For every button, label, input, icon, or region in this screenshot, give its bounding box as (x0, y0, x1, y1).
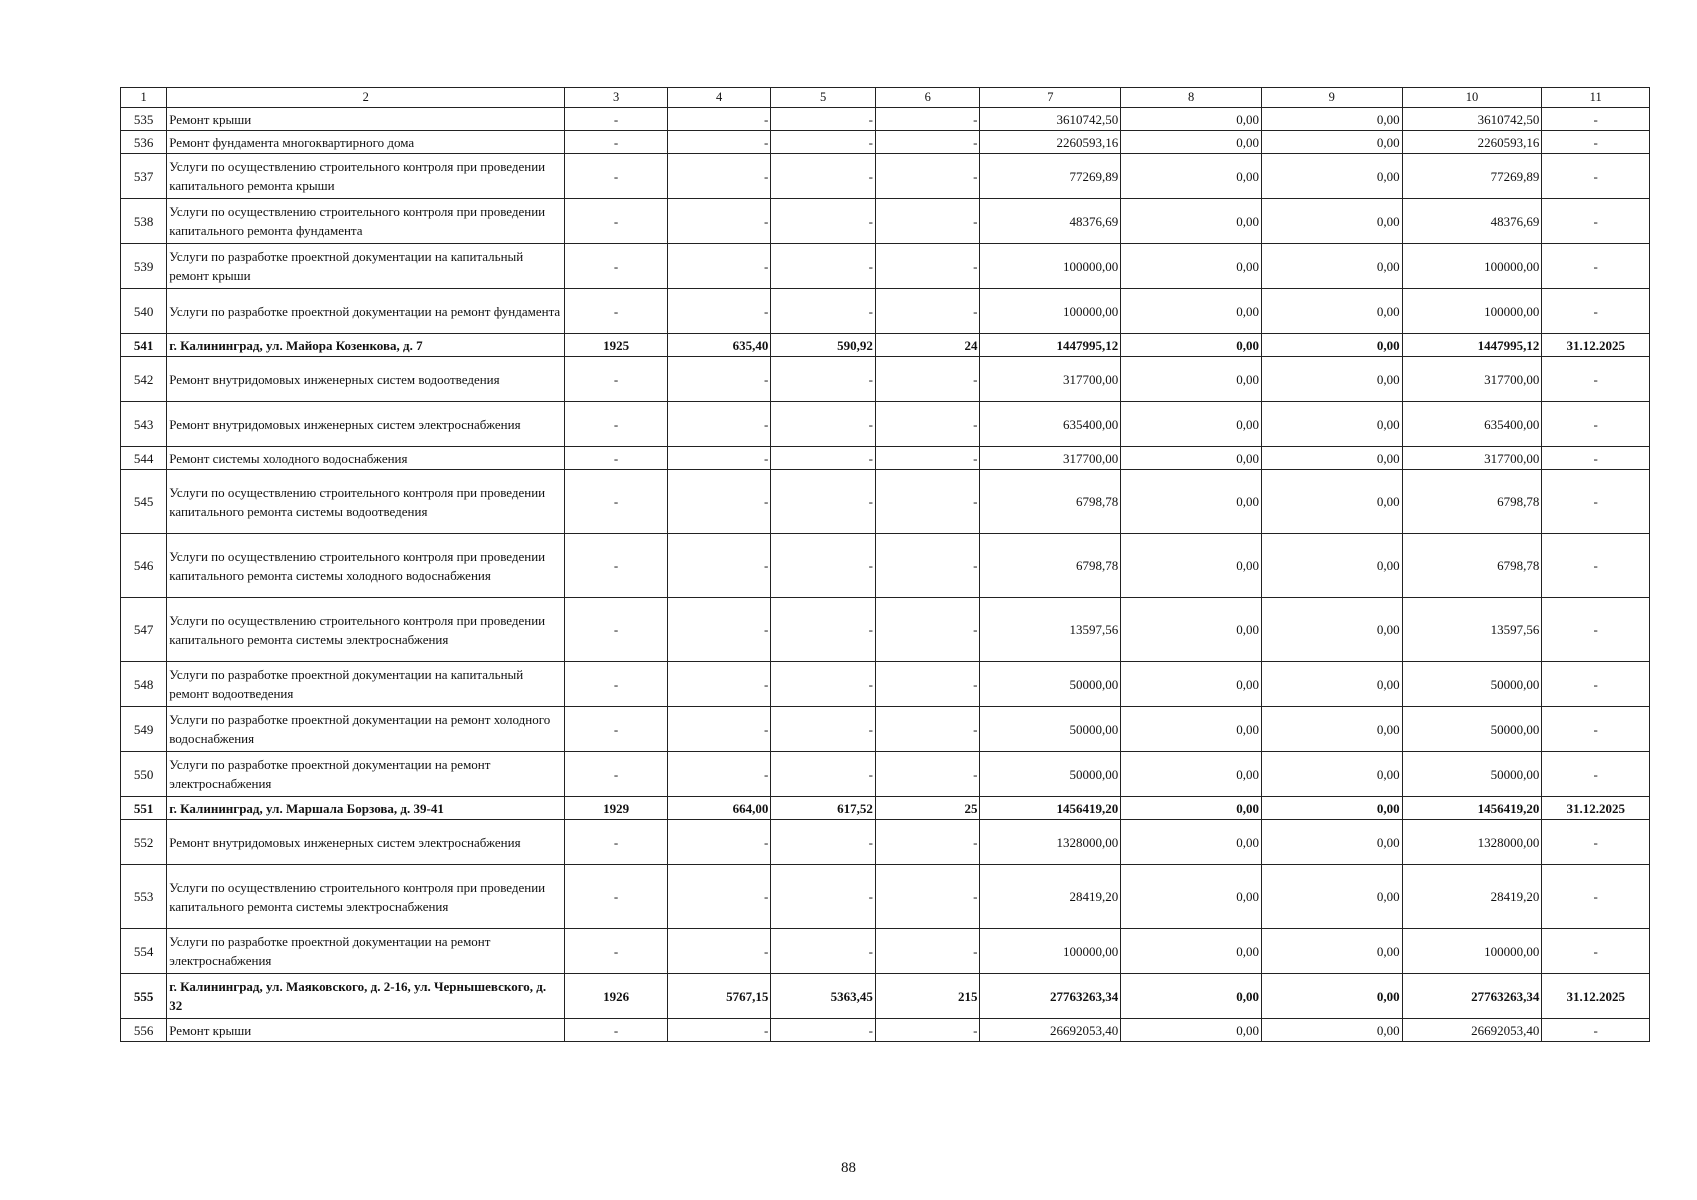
federal-funds-cell: 0,00 (1121, 447, 1262, 470)
owner-funds-cell: 13597,56 (1402, 598, 1542, 662)
total-cost-cell: 27763263,34 (980, 974, 1121, 1019)
federal-funds-cell: 0,00 (1121, 865, 1262, 929)
residents-count-cell: - (875, 199, 980, 244)
table-row (121, 131, 1650, 154)
work-description-cell: Ремонт внутридомовых инженерных систем электроснабжения (167, 820, 565, 865)
living-area-cell: - (771, 470, 876, 534)
federal-funds-cell: 0,00 (1121, 199, 1262, 244)
federal-funds-cell: 0,00 (1121, 108, 1262, 131)
owner-funds-cell: 317700,00 (1402, 357, 1542, 402)
completion-date-cell: - (1542, 662, 1650, 707)
completion-date-cell: - (1542, 131, 1650, 154)
page-number: 88 (841, 1160, 856, 1176)
owner-funds-cell: 27763263,34 (1402, 974, 1542, 1019)
living-area-cell: 617,52 (771, 797, 876, 820)
row-number-cell: 543 (121, 402, 167, 447)
regional-funds-cell: 0,00 (1261, 357, 1402, 402)
owner-funds-cell: 100000,00 (1402, 929, 1542, 974)
residents-count-cell: - (875, 865, 980, 929)
year-built-cell: - (565, 447, 668, 470)
total-cost-cell: 77269,89 (980, 154, 1121, 199)
federal-funds-cell: 0,00 (1121, 154, 1262, 199)
owner-funds-cell: 48376,69 (1402, 199, 1542, 244)
completion-date-cell: - (1542, 357, 1650, 402)
work-description-cell: Услуги по осуществлению строительного контроля при проведении капитального ремонта фундамента (167, 199, 565, 244)
completion-date-cell: - (1542, 154, 1650, 199)
owner-funds-cell: 50000,00 (1402, 707, 1542, 752)
federal-funds-cell: 0,00 (1121, 929, 1262, 974)
row-number-cell: 548 (121, 662, 167, 707)
total-area-cell: - (667, 244, 771, 289)
completion-date-cell: - (1542, 108, 1650, 131)
total-area-cell: - (667, 154, 771, 199)
year-built-cell: - (565, 108, 668, 131)
year-built-cell: - (565, 244, 668, 289)
owner-funds-cell: 6798,78 (1402, 534, 1542, 598)
regional-funds-cell: 0,00 (1261, 334, 1402, 357)
residents-count-cell: - (875, 820, 980, 865)
total-cost-cell: 3610742,50 (980, 108, 1121, 131)
work-description-cell: Услуги по разработке проектной документации на капитальный ремонт крыши (167, 244, 565, 289)
federal-funds-cell: 0,00 (1121, 289, 1262, 334)
total-cost-cell: 48376,69 (980, 199, 1121, 244)
completion-date-cell: - (1542, 820, 1650, 865)
federal-funds-cell: 0,00 (1121, 662, 1262, 707)
total-cost-cell: 6798,78 (980, 534, 1121, 598)
row-number-cell: 551 (121, 797, 167, 820)
regional-funds-cell: 0,00 (1261, 470, 1402, 534)
total-area-cell: 5767,15 (667, 974, 771, 1019)
total-cost-cell: 2260593,16 (980, 131, 1121, 154)
federal-funds-cell: 0,00 (1121, 534, 1262, 598)
living-area-cell: - (771, 929, 876, 974)
completion-date-cell: 31.12.2025 (1542, 334, 1650, 357)
federal-funds-cell: 0,00 (1121, 707, 1262, 752)
completion-date-cell: - (1542, 244, 1650, 289)
total-area-cell: - (667, 1019, 771, 1042)
total-area-cell: - (667, 598, 771, 662)
year-built-cell: - (565, 865, 668, 929)
register-table-container (120, 87, 1650, 1042)
federal-funds-cell: 0,00 (1121, 402, 1262, 447)
total-area-cell: - (667, 470, 771, 534)
year-built-cell: - (565, 820, 668, 865)
year-built-cell: - (565, 752, 668, 797)
row-number-cell: 538 (121, 199, 167, 244)
total-area-cell: - (667, 447, 771, 470)
table-row (121, 797, 1650, 820)
table-row (121, 820, 1650, 865)
total-area-cell: - (667, 865, 771, 929)
total-cost-cell: 1456419,20 (980, 797, 1121, 820)
owner-funds-cell: 26692053,40 (1402, 1019, 1542, 1042)
row-number-cell: 554 (121, 929, 167, 974)
row-number-cell: 547 (121, 598, 167, 662)
year-built-cell: - (565, 357, 668, 402)
table-row (121, 929, 1650, 974)
header-cell: 7 (980, 88, 1121, 108)
residents-count-cell: 215 (875, 974, 980, 1019)
federal-funds-cell: 0,00 (1121, 797, 1262, 820)
work-description-cell: Услуги по разработке проектной документации на ремонт холодного водоснабжения (167, 707, 565, 752)
row-number-cell: 541 (121, 334, 167, 357)
completion-date-cell: 31.12.2025 (1542, 974, 1650, 1019)
regional-funds-cell: 0,00 (1261, 108, 1402, 131)
residents-count-cell: - (875, 534, 980, 598)
regional-funds-cell: 0,00 (1261, 797, 1402, 820)
regional-funds-cell: 0,00 (1261, 402, 1402, 447)
residents-count-cell: - (875, 662, 980, 707)
regional-funds-cell: 0,00 (1261, 820, 1402, 865)
residents-count-cell: - (875, 108, 980, 131)
completion-date-cell: - (1542, 199, 1650, 244)
row-number-cell: 552 (121, 820, 167, 865)
table-row (121, 402, 1650, 447)
total-area-cell: - (667, 707, 771, 752)
work-description-cell: Услуги по осуществлению строительного контроля при проведении капитального ремонта системы водоотведения (167, 470, 565, 534)
regional-funds-cell: 0,00 (1261, 131, 1402, 154)
row-number-cell: 545 (121, 470, 167, 534)
owner-funds-cell: 100000,00 (1402, 289, 1542, 334)
repair-register-table (120, 87, 1650, 1042)
federal-funds-cell: 0,00 (1121, 974, 1262, 1019)
header-cell: 6 (875, 88, 980, 108)
table-row (121, 334, 1650, 357)
regional-funds-cell: 0,00 (1261, 1019, 1402, 1042)
total-cost-cell: 50000,00 (980, 752, 1121, 797)
table-row (121, 534, 1650, 598)
year-built-cell: - (565, 929, 668, 974)
residents-count-cell: - (875, 244, 980, 289)
year-built-cell: - (565, 289, 668, 334)
header-cell: 10 (1402, 88, 1542, 108)
row-number-cell: 540 (121, 289, 167, 334)
living-area-cell: - (771, 1019, 876, 1042)
residents-count-cell: - (875, 929, 980, 974)
work-description-cell: Ремонт крыши (167, 108, 565, 131)
living-area-cell: - (771, 244, 876, 289)
residents-count-cell: - (875, 402, 980, 447)
total-area-cell: - (667, 929, 771, 974)
work-description-cell: Ремонт внутридомовых инженерных систем водоотведения (167, 357, 565, 402)
table-row (121, 470, 1650, 534)
living-area-cell: 590,92 (771, 334, 876, 357)
header-cell: 4 (667, 88, 771, 108)
residents-count-cell: - (875, 154, 980, 199)
work-description-cell: Ремонт фундамента многоквартирного дома (167, 131, 565, 154)
owner-funds-cell: 635400,00 (1402, 402, 1542, 447)
regional-funds-cell: 0,00 (1261, 974, 1402, 1019)
row-number-cell: 550 (121, 752, 167, 797)
federal-funds-cell: 0,00 (1121, 244, 1262, 289)
table-row (121, 974, 1650, 1019)
total-cost-cell: 50000,00 (980, 662, 1121, 707)
owner-funds-cell: 6798,78 (1402, 470, 1542, 534)
row-number-cell: 539 (121, 244, 167, 289)
row-number-cell: 556 (121, 1019, 167, 1042)
total-area-cell: - (667, 199, 771, 244)
completion-date-cell: - (1542, 707, 1650, 752)
owner-funds-cell: 2260593,16 (1402, 131, 1542, 154)
living-area-cell: - (771, 447, 876, 470)
living-area-cell: - (771, 357, 876, 402)
living-area-cell: - (771, 707, 876, 752)
living-area-cell: - (771, 154, 876, 199)
living-area-cell: - (771, 534, 876, 598)
total-cost-cell: 50000,00 (980, 707, 1121, 752)
owner-funds-cell: 1447995,12 (1402, 334, 1542, 357)
living-area-cell: - (771, 131, 876, 154)
regional-funds-cell: 0,00 (1261, 662, 1402, 707)
residents-count-cell: - (875, 447, 980, 470)
year-built-cell: 1926 (565, 974, 668, 1019)
row-number-cell: 537 (121, 154, 167, 199)
residents-count-cell: - (875, 357, 980, 402)
year-built-cell: 1929 (565, 797, 668, 820)
owner-funds-cell: 50000,00 (1402, 752, 1542, 797)
total-cost-cell: 13597,56 (980, 598, 1121, 662)
living-area-cell: - (771, 108, 876, 131)
total-area-cell: - (667, 131, 771, 154)
table-row (121, 1019, 1650, 1042)
total-cost-cell: 6798,78 (980, 470, 1121, 534)
total-cost-cell: 28419,20 (980, 865, 1121, 929)
residents-count-cell: - (875, 1019, 980, 1042)
work-description-cell: г. Калининград, ул. Майора Козенкова, д. 7 (167, 334, 565, 357)
regional-funds-cell: 0,00 (1261, 707, 1402, 752)
completion-date-cell: - (1542, 447, 1650, 470)
total-area-cell: - (667, 752, 771, 797)
table-row (121, 244, 1650, 289)
work-description-cell: Ремонт крыши (167, 1019, 565, 1042)
year-built-cell: - (565, 199, 668, 244)
completion-date-cell: - (1542, 929, 1650, 974)
header-cell: 8 (1121, 88, 1262, 108)
total-cost-cell: 100000,00 (980, 244, 1121, 289)
row-number-cell: 544 (121, 447, 167, 470)
owner-funds-cell: 1456419,20 (1402, 797, 1542, 820)
total-area-cell: - (667, 534, 771, 598)
residents-count-cell: - (875, 289, 980, 334)
living-area-cell: - (771, 289, 876, 334)
residents-count-cell: - (875, 752, 980, 797)
year-built-cell: - (565, 131, 668, 154)
regional-funds-cell: 0,00 (1261, 865, 1402, 929)
living-area-cell: 5363,45 (771, 974, 876, 1019)
living-area-cell: - (771, 662, 876, 707)
total-area-cell: 635,40 (667, 334, 771, 357)
federal-funds-cell: 0,00 (1121, 131, 1262, 154)
table-row (121, 447, 1650, 470)
work-description-cell: Услуги по разработке проектной документации на ремонт электроснабжения (167, 752, 565, 797)
year-built-cell: - (565, 154, 668, 199)
header-cell: 1 (121, 88, 167, 108)
federal-funds-cell: 0,00 (1121, 1019, 1262, 1042)
living-area-cell: - (771, 865, 876, 929)
total-area-cell: - (667, 108, 771, 131)
completion-date-cell: - (1542, 1019, 1650, 1042)
living-area-cell: - (771, 598, 876, 662)
total-cost-cell: 100000,00 (980, 929, 1121, 974)
owner-funds-cell: 77269,89 (1402, 154, 1542, 199)
header-cell: 2 (167, 88, 565, 108)
total-cost-cell: 317700,00 (980, 357, 1121, 402)
living-area-cell: - (771, 402, 876, 447)
total-area-cell: - (667, 402, 771, 447)
regional-funds-cell: 0,00 (1261, 929, 1402, 974)
residents-count-cell: 25 (875, 797, 980, 820)
residents-count-cell: - (875, 707, 980, 752)
total-area-cell: 664,00 (667, 797, 771, 820)
total-cost-cell: 1328000,00 (980, 820, 1121, 865)
regional-funds-cell: 0,00 (1261, 154, 1402, 199)
owner-funds-cell: 28419,20 (1402, 865, 1542, 929)
regional-funds-cell: 0,00 (1261, 447, 1402, 470)
year-built-cell: - (565, 707, 668, 752)
work-description-cell: Услуги по разработке проектной документации на капитальный ремонт водоотведения (167, 662, 565, 707)
regional-funds-cell: 0,00 (1261, 598, 1402, 662)
owner-funds-cell: 1328000,00 (1402, 820, 1542, 865)
living-area-cell: - (771, 820, 876, 865)
work-description-cell: Услуги по осуществлению строительного контроля при проведении капитального ремонта системы электроснабжения (167, 865, 565, 929)
owner-funds-cell: 3610742,50 (1402, 108, 1542, 131)
row-number-cell: 546 (121, 534, 167, 598)
total-area-cell: - (667, 289, 771, 334)
row-number-cell: 549 (121, 707, 167, 752)
completion-date-cell: - (1542, 470, 1650, 534)
federal-funds-cell: 0,00 (1121, 598, 1262, 662)
completion-date-cell: - (1542, 534, 1650, 598)
regional-funds-cell: 0,00 (1261, 534, 1402, 598)
completion-date-cell: - (1542, 865, 1650, 929)
total-cost-cell: 1447995,12 (980, 334, 1121, 357)
table-body (121, 108, 1650, 1042)
work-description-cell: г. Калининград, ул. Маршала Борзова, д. 39-41 (167, 797, 565, 820)
owner-funds-cell: 317700,00 (1402, 447, 1542, 470)
owner-funds-cell: 100000,00 (1402, 244, 1542, 289)
column-number-header (121, 88, 1650, 108)
total-cost-cell: 26692053,40 (980, 1019, 1121, 1042)
completion-date-cell: - (1542, 598, 1650, 662)
total-area-cell: - (667, 357, 771, 402)
living-area-cell: - (771, 752, 876, 797)
total-cost-cell: 635400,00 (980, 402, 1121, 447)
owner-funds-cell: 50000,00 (1402, 662, 1542, 707)
living-area-cell: - (771, 199, 876, 244)
completion-date-cell: - (1542, 402, 1650, 447)
table-row (121, 752, 1650, 797)
header-cell: 9 (1261, 88, 1402, 108)
total-area-cell: - (667, 662, 771, 707)
year-built-cell: - (565, 534, 668, 598)
completion-date-cell: - (1542, 752, 1650, 797)
table-row (121, 108, 1650, 131)
federal-funds-cell: 0,00 (1121, 820, 1262, 865)
row-number-cell: 536 (121, 131, 167, 154)
header-cell: 3 (565, 88, 668, 108)
table-row (121, 707, 1650, 752)
federal-funds-cell: 0,00 (1121, 470, 1262, 534)
row-number-cell: 553 (121, 865, 167, 929)
work-description-cell: Ремонт системы холодного водоснабжения (167, 447, 565, 470)
header-cell: 11 (1542, 88, 1650, 108)
regional-funds-cell: 0,00 (1261, 289, 1402, 334)
year-built-cell: - (565, 598, 668, 662)
header-cell: 5 (771, 88, 876, 108)
row-number-cell: 555 (121, 974, 167, 1019)
residents-count-cell: - (875, 598, 980, 662)
table-row (121, 154, 1650, 199)
year-built-cell: - (565, 1019, 668, 1042)
year-built-cell: 1925 (565, 334, 668, 357)
year-built-cell: - (565, 470, 668, 534)
work-description-cell: Услуги по разработке проектной документации на ремонт фундамента (167, 289, 565, 334)
work-description-cell: Ремонт внутридомовых инженерных систем электроснабжения (167, 402, 565, 447)
total-area-cell: - (667, 820, 771, 865)
federal-funds-cell: 0,00 (1121, 357, 1262, 402)
regional-funds-cell: 0,00 (1261, 199, 1402, 244)
residents-count-cell: - (875, 131, 980, 154)
regional-funds-cell: 0,00 (1261, 244, 1402, 289)
work-description-cell: Услуги по осуществлению строительного контроля при проведении капитального ремонта системы холодного водоснабжения (167, 534, 565, 598)
table-row (121, 865, 1650, 929)
work-description-cell: Услуги по осуществлению строительного контроля при проведении капитального ремонта системы электроснабжения (167, 598, 565, 662)
residents-count-cell: - (875, 470, 980, 534)
row-number-cell: 542 (121, 357, 167, 402)
year-built-cell: - (565, 402, 668, 447)
table-row (121, 662, 1650, 707)
federal-funds-cell: 0,00 (1121, 752, 1262, 797)
table-row (121, 357, 1650, 402)
work-description-cell: Услуги по разработке проектной документации на ремонт электроснабжения (167, 929, 565, 974)
total-cost-cell: 317700,00 (980, 447, 1121, 470)
work-description-cell: г. Калининград, ул. Маяковского, д. 2-16, ул. Чернышевского, д. 32 (167, 974, 565, 1019)
residents-count-cell: 24 (875, 334, 980, 357)
completion-date-cell: 31.12.2025 (1542, 797, 1650, 820)
table-row (121, 289, 1650, 334)
regional-funds-cell: 0,00 (1261, 752, 1402, 797)
table-row (121, 199, 1650, 244)
work-description-cell: Услуги по осуществлению строительного контроля при проведении капитального ремонта крыши (167, 154, 565, 199)
table-row (121, 598, 1650, 662)
row-number-cell: 535 (121, 108, 167, 131)
completion-date-cell: - (1542, 289, 1650, 334)
federal-funds-cell: 0,00 (1121, 334, 1262, 357)
total-cost-cell: 100000,00 (980, 289, 1121, 334)
year-built-cell: - (565, 662, 668, 707)
